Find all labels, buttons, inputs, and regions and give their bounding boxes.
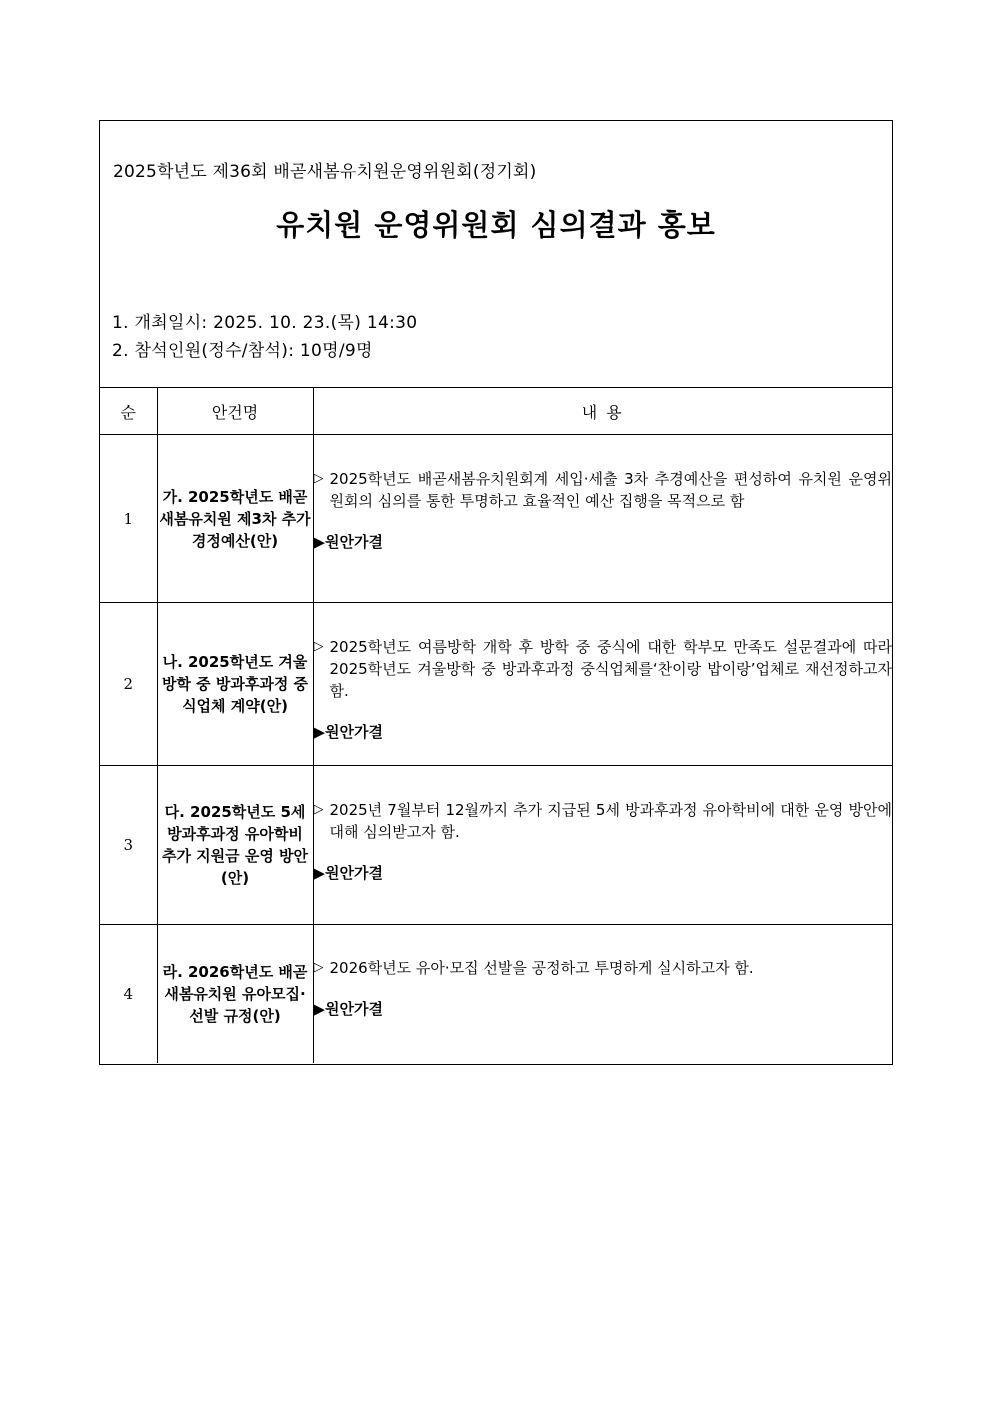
table-header-row [100,388,892,435]
agenda-content-cell [313,603,892,766]
agenda-content-cell [313,435,892,603]
description-text: 2025학년도 배곧새봄유치원회계 세입·세출 3차 추경예산을 편성하여 유치원 운영위원회의 심의를 통한 투명하고 효율적인 예산 집행을 목적으로 함 [329,470,892,510]
triangle-bullet-icon: ▷ [313,471,324,486]
agenda-name: 가. 2025학년도 배곧새봄유치원 제3차 추가경정예산(안) [157,435,313,603]
agenda-content-cell [313,766,892,925]
header-content: 내 용 [313,388,892,435]
agenda-name: 다. 2025학년도 5세 방과후과정 유아학비 추가 지원금 운영 방안(안) [157,766,313,925]
row-number: 1 [100,435,157,603]
decision-result: ▶원안가결 [313,723,383,741]
triangle-bullet-icon: ▷ [313,960,324,975]
table-row [100,435,892,603]
table-row [100,603,892,766]
meeting-name: 2025학년도 제36회 배곧새봄유치원운영위원회(정기회) [113,162,537,182]
agenda-description [314,799,893,843]
agenda-description [314,468,893,512]
attendance: 2. 참석인원(정수/참석): 10명/9명 [112,341,373,361]
description-text: 2025년 7월부터 12월까지 추가 지급된 5세 방과후과정 유아학비에 대한 운영 방안에 대해 심의받고자 함. [329,801,892,841]
document-frame [99,120,893,1065]
header-name: 안건명 [157,388,313,435]
triangle-bullet-icon: ▷ [313,802,324,817]
agenda-name: 라. 2026학년도 배곧새봄유치원 유아모집·선발 규정(안) [157,925,313,1064]
agenda-description [314,957,893,979]
description-text: 2025학년도 여름방학 개학 후 방학 중 중식에 대한 학부모 만족도 설문결과에 따라 2025학년도 겨울방학 중 방과후과정 중식업체를‘찬이랑 밥이랑’업체로 재선정하고자 함. [329,638,892,700]
triangle-bullet-icon: ▷ [313,639,324,654]
table-row [100,925,892,1064]
decision-result: ▶원안가결 [313,864,383,882]
header-no: 순 [100,388,157,435]
document-header [100,121,892,388]
agenda-name: 나. 2025학년도 겨울방학 중 방과후과정 중식업체 계약(안) [157,603,313,766]
row-number: 3 [100,766,157,925]
table-row [100,766,892,925]
agenda-description [314,636,893,702]
agenda-content-cell [313,925,892,1064]
description-text: 2026학년도 유아·모집 선발을 공정하고 투명하게 실시하고자 함. [329,959,754,977]
page-title: 유치원 운영위원회 심의결과 홍보 [276,208,716,242]
row-number: 2 [100,603,157,766]
row-number: 4 [100,925,157,1064]
meeting-datetime: 1. 개최일시: 2025. 10. 23.(목) 14:30 [112,313,418,333]
agenda-table [100,387,892,1063]
decision-result: ▶원안가결 [313,1000,383,1018]
decision-result: ▶원안가결 [313,533,383,551]
